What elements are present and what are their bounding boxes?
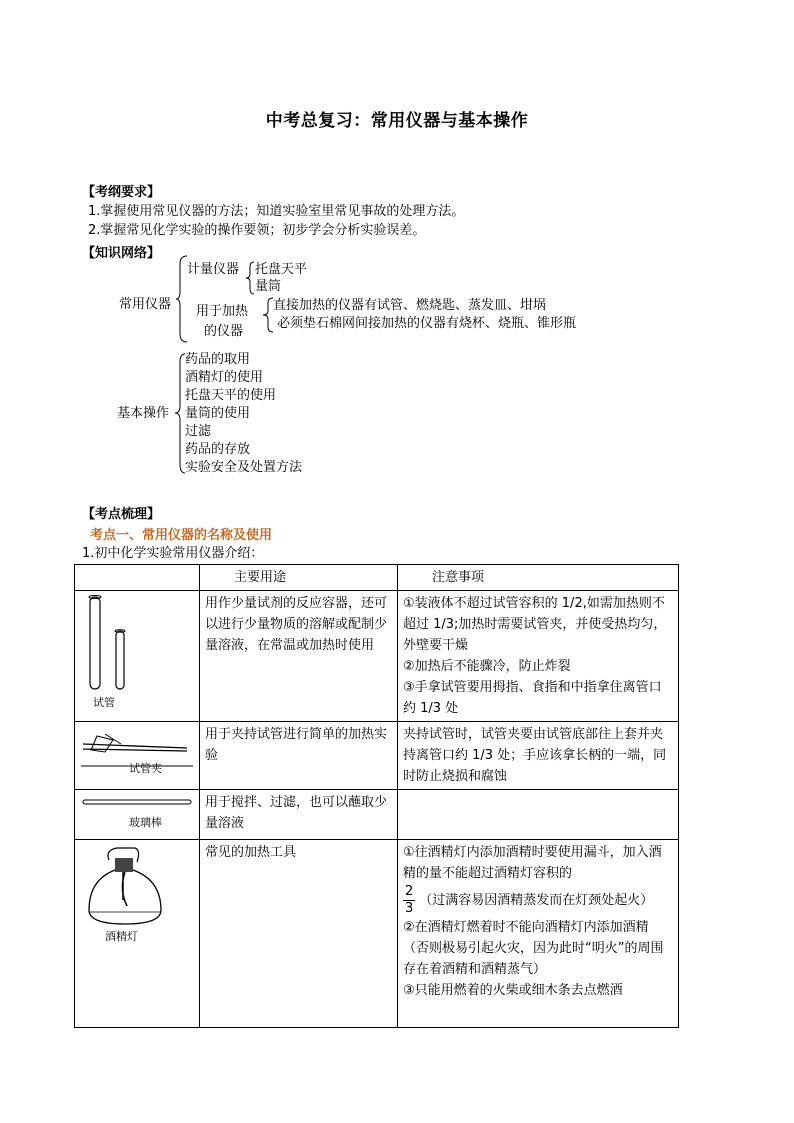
test-tube-notes [398,591,679,722]
measuring-item: 量筒 [255,279,282,294]
note-item: ②加热后不能骤冷，防止炸裂 [403,659,571,674]
operation-item: 酒精灯的使用 [185,370,264,385]
note-item [403,842,673,917]
glass-rod-usage: 用于搅拌、过滤，也可以蘸取少量溶液 [200,790,398,840]
operation-item: 实验安全及处置方法 [185,460,303,475]
header-cell-usage: 主要用途 [200,565,398,591]
instrument-table [74,564,679,1028]
glass-rod-label: 玻璃棒 [129,816,162,829]
heating-instruments-label: 的仪器 [204,324,244,339]
header-cell-notes: 注意事项 [398,565,679,591]
header-cell-image [75,565,200,591]
point1-title: 考点一、常用仪器的名称及使用 [90,528,273,543]
test-tube-label: 试管 [93,696,115,709]
note-item: ②在酒精灯燃着时不能向酒精灯内添加酒精（否则极易引起火灾，因为此时“明火”的周围存在着酒精和酒精蒸气） [403,920,664,977]
table-row [75,591,679,722]
requirement-item: 1.掌握使用常见仪器的方法；知道实验室里常见事故的处理方法。 [88,204,465,219]
table-header-row [75,565,679,591]
table-row [75,790,679,840]
requirement-item: 2.掌握常见化学实验的操作要领；初步学会分析实验误差。 [88,223,426,238]
operation-item: 量筒的使用 [185,406,251,421]
knowledge-network-heading: 【知识网络】 [82,246,161,261]
common-instruments-label: 常用仪器 [119,297,172,312]
test-tube-holder-label: 试管夹 [129,762,162,775]
alcohol-lamp-usage: 常见的加热工具 [200,840,398,1028]
glass-rod-notes [398,790,679,840]
operation-item: 托盘天平的使用 [185,388,277,403]
fraction [403,884,415,917]
note-item: ③手拿试管要用拇指、食指和中指拿住离管口约 1/3 处 [403,680,662,716]
note-item: ③只能用燃着的火柴或细木条去点燃酒 [403,983,623,998]
test-tube-holder-cell [75,722,200,790]
test-tube-usage: 用作少量试剂的反应容器，还可以进行少量物质的溶解或配制少量溶液，在常温或加热时使用 [200,591,398,722]
note-text: ①往酒精灯内添加酒精时要使用漏斗，加入酒精的量不能超过酒精灯容积的 [403,845,662,881]
operation-item: 过滤 [185,424,212,439]
measuring-brace [245,260,255,296]
page-title: 中考总复习：常用仪器与基本操作 [265,111,529,131]
fraction-denominator: 3 [405,901,414,916]
test-tube-holder-usage: 用于夹持试管进行简单的加热实验 [200,722,398,790]
fraction-numerator: 2 [405,884,414,899]
basic-operations-label: 基本操作 [117,406,170,421]
note-text: （过满容易因酒精蒸发而在灯颈处起火） [419,893,654,908]
heating-instruments-label: 用于加热 [196,304,249,319]
alcohol-lamp-notes [398,840,679,1028]
table-intro: 1.初中化学实验常用仪器介绍： [82,546,264,561]
measuring-item: 托盘天平 [255,262,308,277]
glass-rod-cell [75,790,200,840]
alcohol-lamp-label: 酒精灯 [105,930,138,943]
operation-item: 药品的取用 [185,352,251,367]
test-tube-cell [75,591,200,722]
alcohol-lamp-cell [75,840,200,1028]
heating-item: 必须垫石棉网间接加热的仪器有烧杯、烧瓶、锥形瓶 [277,316,577,331]
heating-item: 直接加热的仪器有试管、燃烧匙、蒸发皿、坩埚 [273,298,547,313]
alcohol-lamp-icon [75,840,199,940]
key-points-heading: 【考点梳理】 [82,507,161,522]
test-tube-holder-notes: 夹持试管时，试管夹要由试管底部往上套并夹持离管口约 1/3 处；手应该拿长柄的一端，同时防止烧损和腐蚀 [398,722,679,790]
operation-item: 药品的存放 [185,442,251,457]
measuring-instruments-label: 计量仪器 [187,262,240,277]
exam-requirements-heading: 【考纲要求】 [82,185,161,200]
table-row [75,722,679,790]
note-item: ①装液体不超过试管容积的 1/2,如需加热则不超过 1/3;加热时需要试管夹，并使受热均匀，外壁要干燥 [403,596,667,653]
table-row [75,840,679,1028]
